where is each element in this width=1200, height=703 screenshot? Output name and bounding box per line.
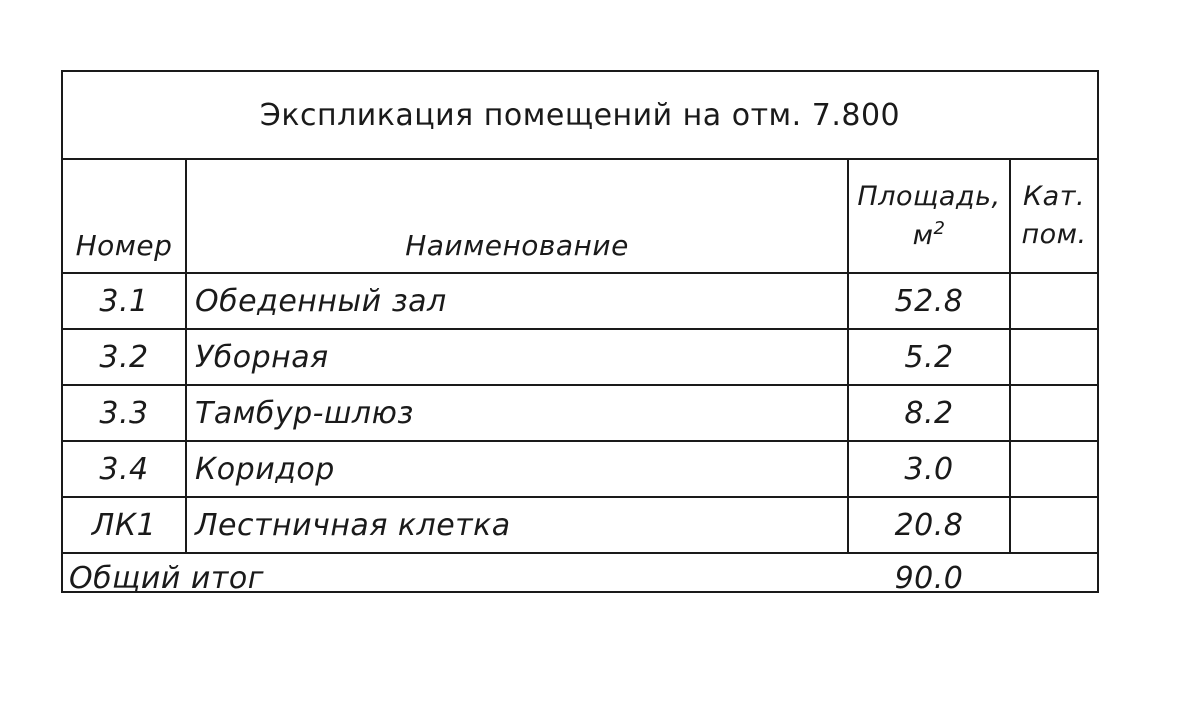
- header-category-line2: пом.: [1021, 219, 1087, 250]
- header-area: [848, 159, 1010, 273]
- room-number: 3.2: [63, 329, 186, 385]
- room-category: [1010, 441, 1097, 497]
- room-number: 3.4: [63, 441, 186, 497]
- room-category: [1010, 497, 1097, 553]
- total-blank-cell: [1010, 553, 1097, 602]
- room-number: 3.3: [63, 385, 186, 441]
- header-category: [1010, 159, 1097, 273]
- header-number: Номер: [63, 159, 186, 273]
- room-name: Тамбур-шлюз: [186, 385, 848, 441]
- room-category: [1010, 385, 1097, 441]
- total-label: Общий итог: [63, 553, 848, 602]
- room-name: Обеденный зал: [186, 273, 848, 329]
- total-area: 90.0: [848, 553, 1010, 602]
- table-row: [63, 329, 1097, 385]
- table-title: Экспликация помещений на отм. 7.800: [63, 72, 1097, 159]
- room-area: 3.0: [848, 441, 1010, 497]
- header-name: Наименование: [186, 159, 848, 273]
- table-row: [63, 273, 1097, 329]
- room-area: 5.2: [848, 329, 1010, 385]
- explication-table-frame: [61, 70, 1099, 596]
- room-area: 20.8: [848, 497, 1010, 553]
- header-area-unit-wrap: [849, 216, 1009, 255]
- room-name: Лестничная клетка: [186, 497, 848, 553]
- room-name: Уборная: [186, 329, 848, 385]
- table-row: [63, 385, 1097, 441]
- total-row: [63, 553, 1097, 602]
- room-number: ЛК1: [63, 497, 186, 553]
- header-area-unit-sup: 2: [933, 217, 946, 239]
- room-area: 52.8: [848, 273, 1010, 329]
- room-name: Коридор: [186, 441, 848, 497]
- header-row: [63, 159, 1097, 273]
- header-area-label: Площадь,: [857, 180, 1001, 212]
- room-number: 3.1: [63, 273, 186, 329]
- header-category-line1: Кат.: [1023, 181, 1086, 213]
- table-row: [63, 497, 1097, 553]
- room-area: 8.2: [848, 385, 1010, 441]
- header-area-unit: м: [912, 219, 934, 251]
- table-row: [63, 441, 1097, 497]
- explication-table: [63, 72, 1097, 602]
- room-category: [1010, 273, 1097, 329]
- room-category: [1010, 329, 1097, 385]
